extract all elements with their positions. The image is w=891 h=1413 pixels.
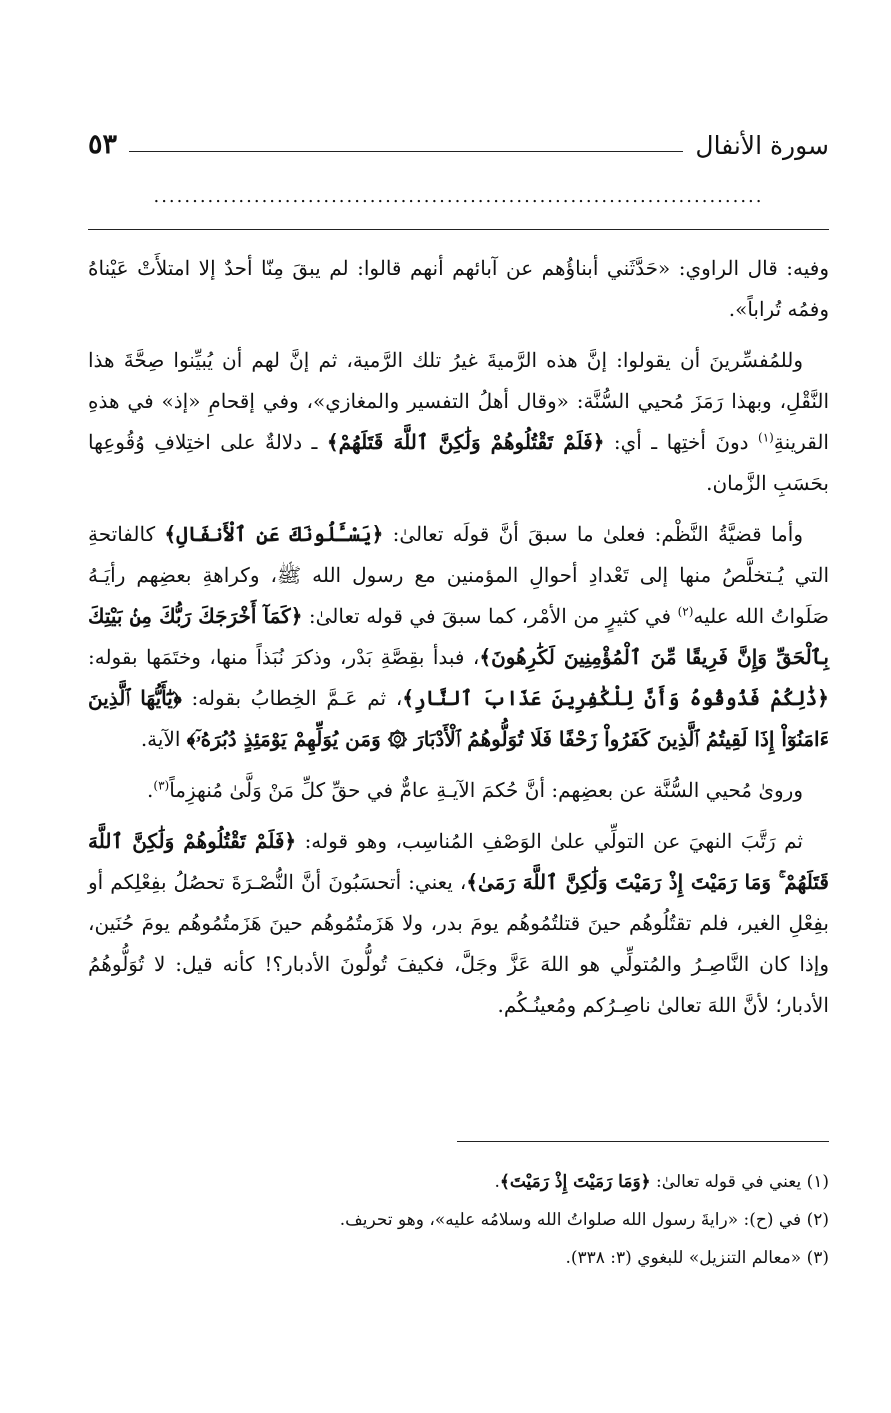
quran-verse: ﴿وَمَا رَمَيْتَ إِذْ رَمَيْتَ﴾ xyxy=(499,1172,651,1192)
paragraph xyxy=(88,770,829,811)
quran-verse: ﴿فَلَمْ تَقْتُلُوهُمْ وَلَٰكِنَّ ٱللَّهَ قَتَلَهُمْ ۚ وَمَا رَمَيْتَ إِذْ رَمَيْتَ وَلَٰكِنَّ ٱللَّهَ رَمَىٰ﴾ xyxy=(88,829,829,894)
omission-dots: ............................................................................... xyxy=(153,188,764,206)
text-run: (٣) «معالم التنزيل» للبغوي (٣: ٣٣٨). xyxy=(565,1248,829,1268)
footnote-rule xyxy=(457,1141,829,1142)
text-run: وأما قضيَّةُ النَّظْم: فعلىٰ ما سبقَ أنَّ قولَه تعالىٰ: xyxy=(383,522,803,546)
text-run: ثم رَتَّبَ النهيَ عن التولِّي علىٰ الوَصْفِ المُناسِب، وهو قوله: xyxy=(296,829,803,853)
text-run: . xyxy=(147,778,154,802)
paragraph xyxy=(88,821,829,1026)
quran-verse: ﴿ذَٰلِكُمْ فَذُوقُوهُ وَأَنَّ لِلْكَٰفِرِينَ عَذَابَ ٱلنَّارِ﴾ xyxy=(402,686,829,710)
footnote xyxy=(88,1239,829,1277)
text-run: . xyxy=(494,1172,500,1192)
text-run: (٢) في (ح): «رايةَ رسول الله صلواتُ الله وسلامُه عليه»، وهو تحريف. xyxy=(339,1210,829,1230)
footnote-reference: (١) xyxy=(758,430,774,445)
page-number: ٥٣ xyxy=(88,129,118,160)
footnote xyxy=(88,1201,829,1239)
text-run: ، ثم عَـمَّ الخِطابُ بقوله: xyxy=(181,686,403,710)
text-run: وللمُفسِّرينَ أن يقولوا: إنَّ هذه الرَّميةَ غيرُ تلك الرَّمية، ثم إنَّ لهم أن يُبيِّنوا صِحَّةَ هذا النَّقْلِ، وبهذا رَمَزَ مُحيي السُّنَّة: «وقال أهلُ التفسير والمغازي»، وفي إقحامِ «إذ» في هذهِ القرينةِ xyxy=(88,348,829,454)
paragraph xyxy=(88,514,829,760)
text-run: دونَ أختِها ـ أي: xyxy=(604,430,759,454)
text-run: كالفاتحةِ التي يُـتخلَّصُ منها إلى تَعْدادِ أحوالِ المؤمنين مع رسول الله ﷺ، وكراهةِ بعضِهم رأيَـهُ صَلَواتُ الله عليه xyxy=(88,522,829,628)
footnotes xyxy=(88,1163,829,1277)
paragraph xyxy=(88,248,829,330)
quran-verse: ﴿فَلَمْ تَقْتُلُوهُمْ وَلَٰكِنَّ ٱللَّهَ قَتَلَهُمْ﴾ xyxy=(326,430,605,454)
text-run: وفيه: قال الراوي: «حَدَّثَني أبناؤُهم عن آبائهم أنهم قالوا: لم يبقَ مِنّا أحدٌ إلا امتلأَتْ عَيْناهُ وفمُه تُراباً». xyxy=(88,256,829,321)
footnote xyxy=(88,1163,829,1201)
quran-verse: ﴿كَمَآ أَخْرَجَكَ رَبُّكَ مِنۢ بَيْتِكَ بِٱلْحَقِّ وَإِنَّ فَرِيقًا مِّنَ ٱلْمُؤْمِنِينَ لَكَٰرِهُونَ﴾ xyxy=(88,604,829,669)
header-rule xyxy=(129,151,683,152)
text-run: في كثيرٍ من الأمْر، كما سبقَ في قوله تعالىٰ: xyxy=(302,604,678,628)
running-header xyxy=(88,118,829,158)
text-run: ـ دلالةٌ على اختِلافِ وُقُوعِها بحَسَبِ الزَّمان. xyxy=(88,430,829,495)
footnote-reference: (٣) xyxy=(153,778,170,793)
body-top-rule xyxy=(88,229,829,230)
quran-verse: ﴿يَسْـَٔلُونَكَ عَنِ ٱلْأَنفَالِ﴾ xyxy=(164,522,384,546)
paragraph xyxy=(88,340,829,504)
text-run: وروىٰ مُحيي السُّنَّة عن بعضِهم: أنَّ حُكمَ الآيـةِ عامٌّ في حقِّ كلِّ مَنْ وَلَّىٰ مُنهزِماً xyxy=(169,778,803,802)
text-run: ، يعني: أتحسَبُونَ أنَّ النُّصْـرَةَ تحصُلُ بفِعْلِكم أو بفِعْلِ الغير، فلم تقتُلُوهُم حينَ قتلتُمُوهُم يومَ بدر، ولا هَزَمتُمُوهُم حينَ هَزَمتُمُوهُم يومَ حُنَين، وإذا كان النَّاصِـرُ والمُتولِّي هو اللهَ عَزَّ وجَلَّ، فكيفَ تُولُّونَ الأدبار؟! كأنه قيل: لا تُوَلُّوهُمُ الأدبار؛ لأنَّ اللهَ تعالىٰ ناصِـرُكم ومُعينُـكُم. xyxy=(88,870,829,1017)
text-run: الآية. xyxy=(140,727,187,751)
quran-verse: ﴿يَٰٓأَيُّهَا ٱلَّذِينَ ءَامَنُوٓاْ إِذَا لَقِيتُمُ ٱلَّذِينَ كَفَرُواْ زَحْفًا فَلَا تُوَلُّوهُمُ ٱلْأَدْبَارَ ۞ وَمَن يُوَلِّهِمْ يَوْمَئِذٍ دُبُرَهُۥٓ﴾ xyxy=(88,686,829,751)
sura-title: سورة الأنفال xyxy=(695,131,829,160)
text-run: ، فبدأ بقِصَّةِ بَدْر، وذكرَ نُبَذاً منها، وختَمَها بقوله: xyxy=(88,645,480,669)
main-text xyxy=(88,248,829,1036)
footnote-reference: (٢) xyxy=(677,604,694,619)
text-run: (١) يعني في قوله تعالىٰ: xyxy=(650,1172,829,1192)
